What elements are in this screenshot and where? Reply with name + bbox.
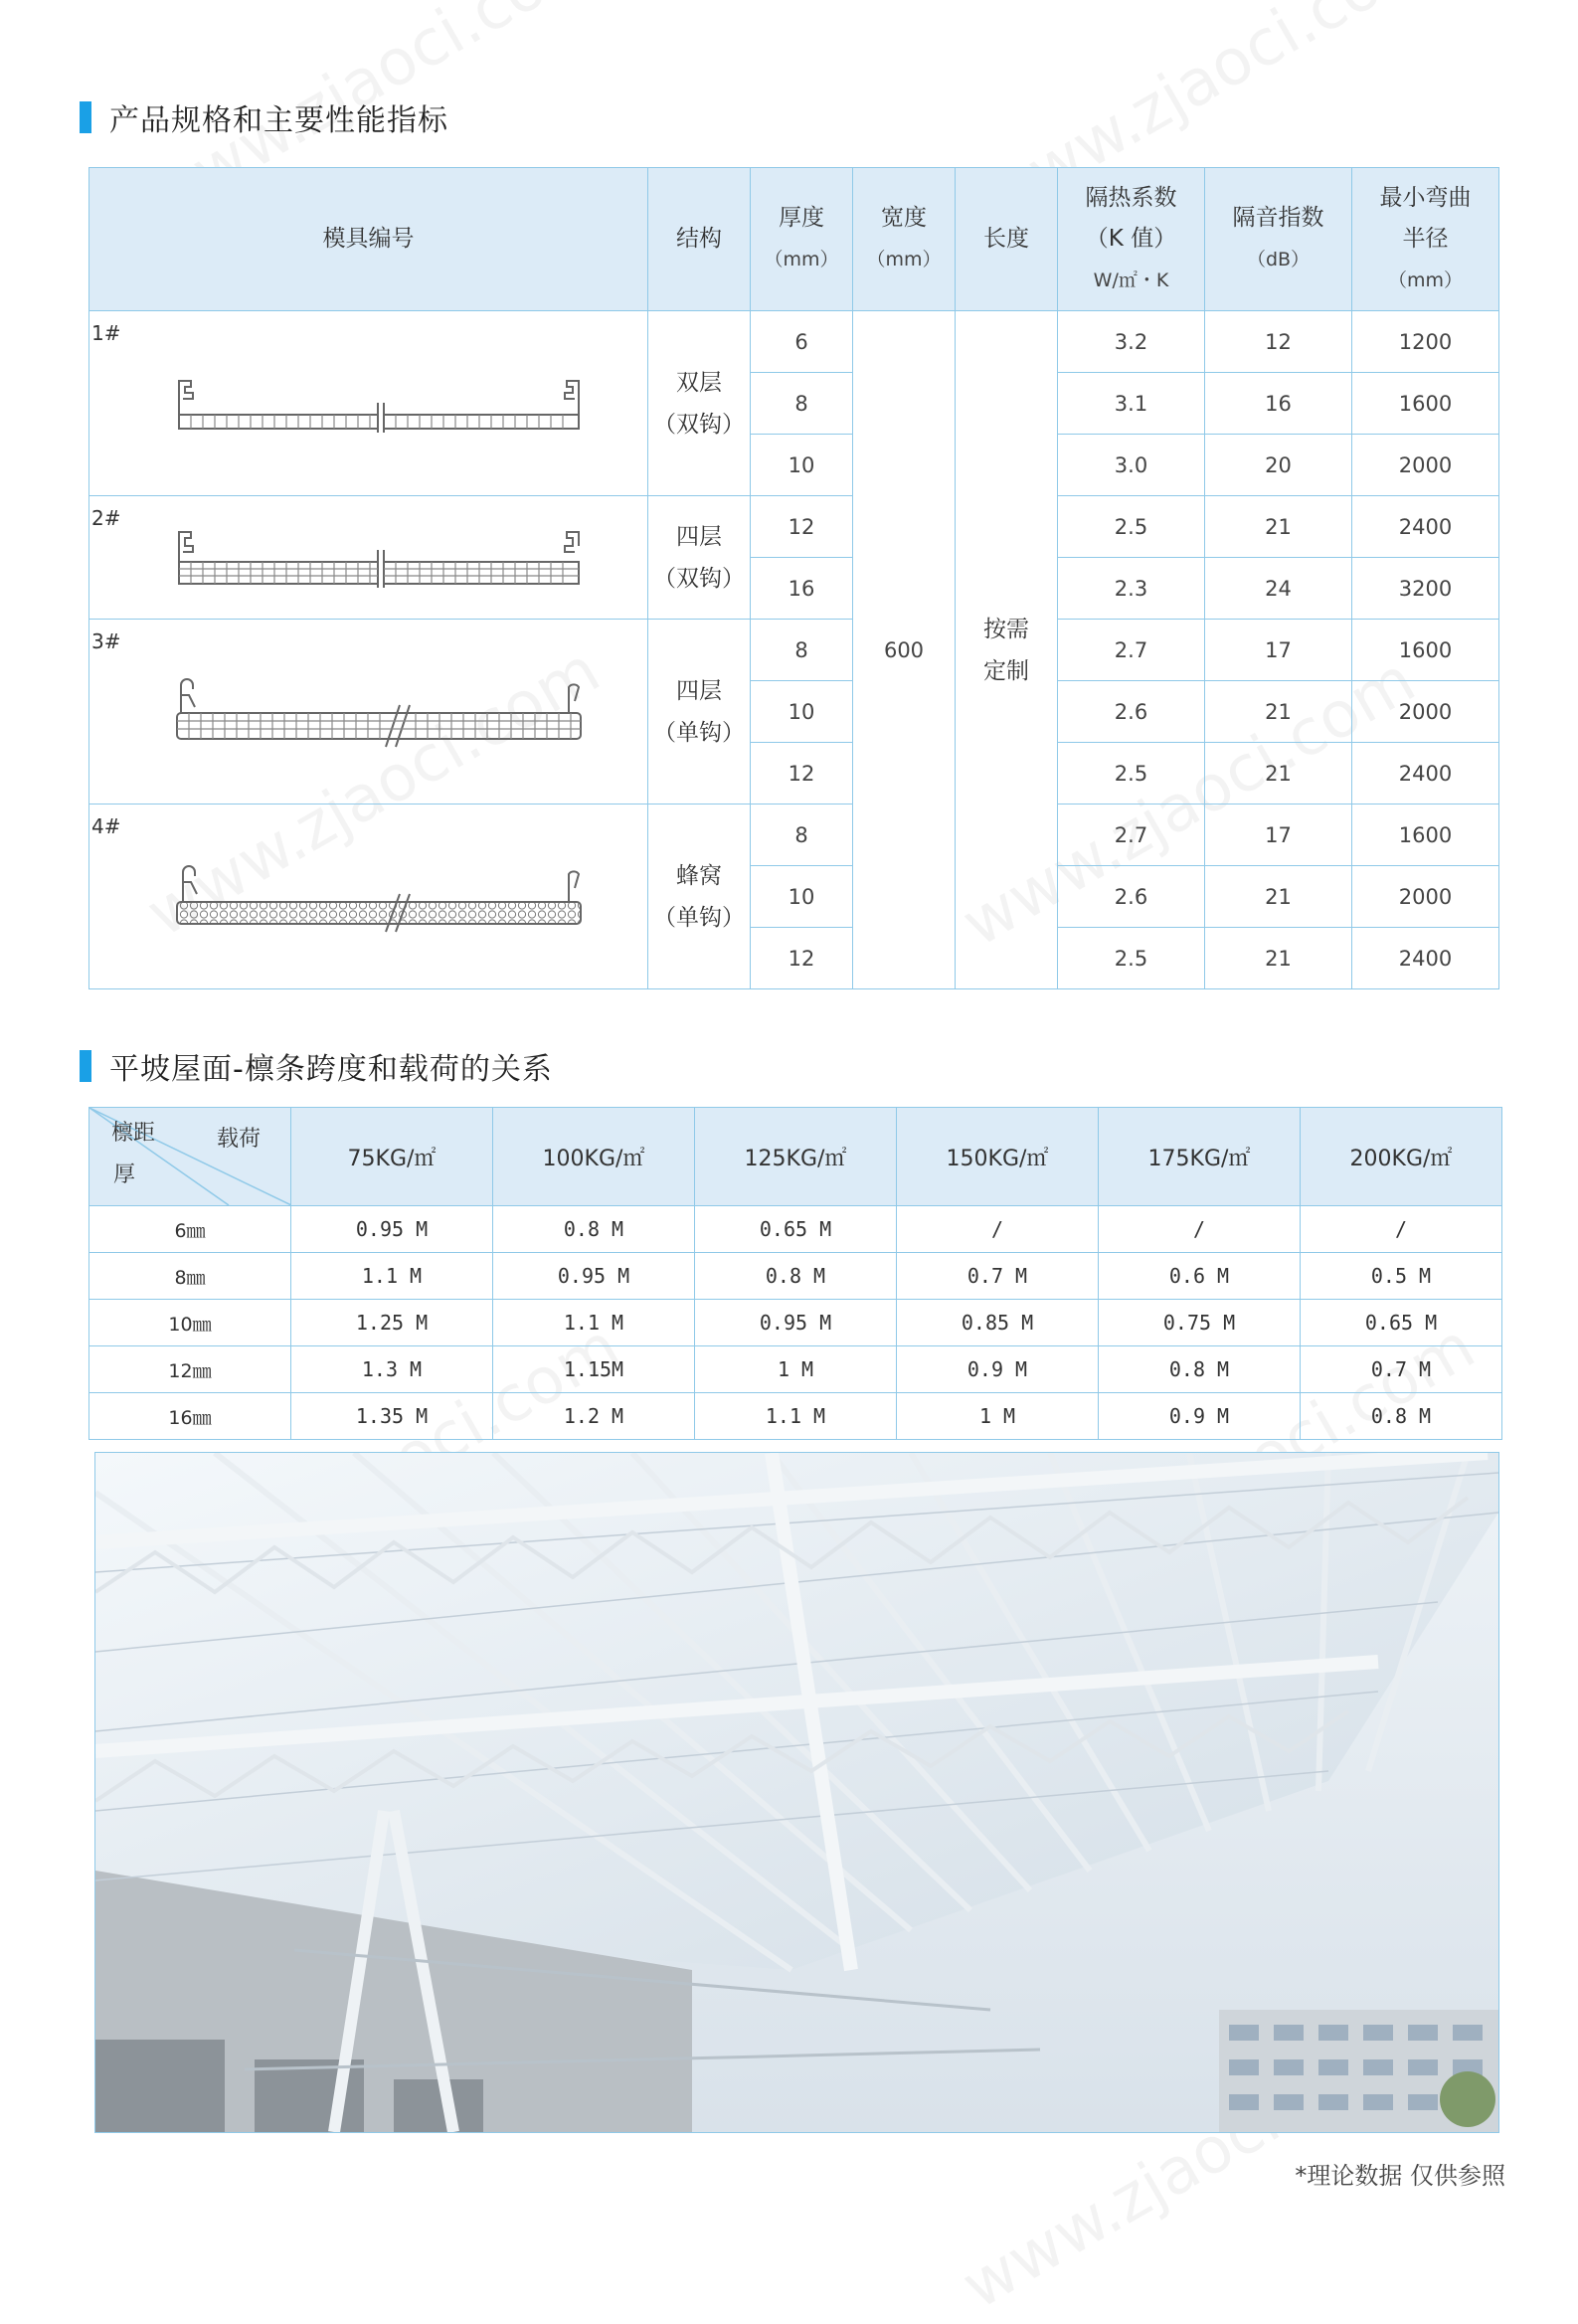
structure-cell: 双层 （双钩）: [648, 311, 751, 496]
section-marker: [80, 101, 91, 133]
section-title-text: 平坡屋面-檩条跨度和载荷的关系: [109, 1052, 553, 1087]
section-title-specs: [80, 97, 448, 137]
width-cell: 600: [853, 311, 956, 989]
span-cell: 1.2 M: [493, 1393, 695, 1440]
header-bend-radius: 最小弯曲 半径 （mm）: [1352, 168, 1499, 311]
span-cell: 0.8 M: [695, 1253, 897, 1300]
bend-radius-cell: 2000: [1352, 681, 1499, 743]
corner-label-load: 载荷: [216, 1127, 261, 1152]
section-marker: [80, 1050, 91, 1082]
thickness-cell: 16㎜: [89, 1393, 291, 1440]
thickness-cell: 16: [751, 558, 853, 620]
structure-cell: 蜂窝 （单钩）: [648, 804, 751, 989]
section-title-text: 产品规格和主要性能指标: [109, 103, 448, 138]
span-cell: 1 M: [695, 1346, 897, 1393]
model-cell: [89, 620, 648, 804]
span-cell: 0.9 M: [897, 1346, 1099, 1393]
bend-radius-cell: 2000: [1352, 435, 1499, 496]
span-cell: 0.7 M: [1301, 1346, 1502, 1393]
model-cell: [89, 804, 648, 989]
load-column-header: 100KG/㎡: [493, 1108, 695, 1206]
thickness-cell: 8㎜: [89, 1253, 291, 1300]
corner-label-thickness: 厚: [113, 1162, 136, 1187]
four-layer-single-hook-profile-icon: [169, 671, 587, 751]
sound-index-cell: 24: [1205, 558, 1352, 620]
sound-index-cell: 21: [1205, 743, 1352, 804]
span-cell: 0.8 M: [1301, 1393, 1502, 1440]
table-row: [89, 1253, 1502, 1300]
span-cell: 1.3 M: [291, 1346, 493, 1393]
k-value-cell: 2.5: [1058, 928, 1205, 989]
thickness-cell: 10: [751, 681, 853, 743]
table-row: [89, 1346, 1502, 1393]
thickness-cell: 12㎜: [89, 1346, 291, 1393]
header-model: 模具编号: [89, 168, 648, 311]
bend-radius-cell: 1600: [1352, 804, 1499, 866]
sound-index-cell: 16: [1205, 373, 1352, 435]
spec-header-row: [89, 168, 1499, 311]
span-cell: 0.9 M: [1099, 1393, 1301, 1440]
sound-index-cell: 17: [1205, 620, 1352, 681]
span-cell: 0.5 M: [1301, 1253, 1502, 1300]
span-cell: 0.85 M: [897, 1300, 1099, 1346]
load-header-row: [89, 1108, 1502, 1206]
section-title-load: [80, 1046, 553, 1086]
sound-index-cell: 21: [1205, 496, 1352, 558]
span-cell: 1.1 M: [493, 1300, 695, 1346]
thickness-cell: 6㎜: [89, 1206, 291, 1253]
header-width: 宽度 （mm）: [853, 168, 956, 311]
header-k-value: 隔热系数 （K 值） W/㎡・K: [1058, 168, 1205, 311]
span-cell: 1.15M: [493, 1346, 695, 1393]
table-row: [89, 496, 1499, 558]
model-number: 2#: [91, 506, 121, 530]
model-number: 3#: [91, 629, 121, 653]
table-row: [89, 804, 1499, 866]
load-table: [88, 1107, 1502, 1440]
span-cell: 0.95 M: [493, 1253, 695, 1300]
span-cell: 1.1 M: [695, 1393, 897, 1440]
bend-radius-cell: 2400: [1352, 496, 1499, 558]
span-cell: 0.65 M: [1301, 1300, 1502, 1346]
length-cell: 按需 定制: [956, 311, 1058, 989]
corner-label-span: 檩距: [111, 1121, 156, 1146]
span-cell: /: [1099, 1206, 1301, 1253]
double-layer-double-hook-profile-icon: [169, 373, 587, 437]
span-cell: 0.8 M: [1099, 1346, 1301, 1393]
span-cell: 0.95 M: [695, 1300, 897, 1346]
k-value-cell: 3.2: [1058, 311, 1205, 373]
span-cell: 0.75 M: [1099, 1300, 1301, 1346]
bend-radius-cell: 3200: [1352, 558, 1499, 620]
corner-header: [89, 1108, 291, 1206]
k-value-cell: 2.3: [1058, 558, 1205, 620]
spec-table: [88, 167, 1499, 989]
model-number: 4#: [91, 814, 121, 838]
model-number: 1#: [91, 321, 121, 345]
four-layer-double-hook-profile-icon: [169, 524, 587, 592]
span-cell: 0.65 M: [695, 1206, 897, 1253]
span-cell: 1.35 M: [291, 1393, 493, 1440]
span-cell: 1.25 M: [291, 1300, 493, 1346]
k-value-cell: 2.7: [1058, 804, 1205, 866]
bend-radius-cell: 2400: [1352, 743, 1499, 804]
thickness-cell: 10: [751, 866, 853, 928]
bend-radius-cell: 2400: [1352, 928, 1499, 989]
span-cell: 1.1 M: [291, 1253, 493, 1300]
model-cell: [89, 496, 648, 620]
structure-cell: 四层 （双钩）: [648, 496, 751, 620]
thickness-cell: 8: [751, 373, 853, 435]
sound-index-cell: 17: [1205, 804, 1352, 866]
sound-index-cell: 12: [1205, 311, 1352, 373]
table-row: [89, 1300, 1502, 1346]
k-value-cell: 3.1: [1058, 373, 1205, 435]
span-cell: 1 M: [897, 1393, 1099, 1440]
thickness-cell: 12: [751, 743, 853, 804]
span-cell: /: [1301, 1206, 1502, 1253]
k-value-cell: 2.7: [1058, 620, 1205, 681]
load-column-header: 125KG/㎡: [695, 1108, 897, 1206]
sound-index-cell: 21: [1205, 681, 1352, 743]
header-thickness: 厚度 （mm）: [751, 168, 853, 311]
header-structure: 结构: [648, 168, 751, 311]
load-column-header: 175KG/㎡: [1099, 1108, 1301, 1206]
thickness-cell: 10㎜: [89, 1300, 291, 1346]
model-cell: [89, 311, 648, 496]
load-column-header: 75KG/㎡: [291, 1108, 493, 1206]
sound-index-cell: 21: [1205, 928, 1352, 989]
table-row: [89, 311, 1499, 373]
k-value-cell: 3.0: [1058, 435, 1205, 496]
span-cell: 0.95 M: [291, 1206, 493, 1253]
header-sound-index: 隔音指数 （dB）: [1205, 168, 1352, 311]
header-length: 长度: [956, 168, 1058, 311]
k-value-cell: 2.5: [1058, 743, 1205, 804]
structure-cell: 四层 （单钩）: [648, 620, 751, 804]
bend-radius-cell: 1600: [1352, 620, 1499, 681]
k-value-cell: 2.5: [1058, 496, 1205, 558]
footnote: *理论数据 仅供参照: [1295, 2162, 1505, 2190]
thickness-cell: 8: [751, 620, 853, 681]
span-cell: 0.6 M: [1099, 1253, 1301, 1300]
thickness-cell: 6: [751, 311, 853, 373]
sound-index-cell: 21: [1205, 866, 1352, 928]
table-row: [89, 1393, 1502, 1440]
bend-radius-cell: 1200: [1352, 311, 1499, 373]
table-row: [89, 620, 1499, 681]
thickness-cell: 12: [751, 496, 853, 558]
load-column-header: 150KG/㎡: [897, 1108, 1099, 1206]
steel-truss-roof-photo: [94, 1452, 1499, 2133]
table-row: [89, 1206, 1502, 1253]
span-cell: /: [897, 1206, 1099, 1253]
k-value-cell: 2.6: [1058, 866, 1205, 928]
thickness-cell: 8: [751, 804, 853, 866]
bend-radius-cell: 1600: [1352, 373, 1499, 435]
load-column-header: 200KG/㎡: [1301, 1108, 1502, 1206]
honeycomb-single-hook-profile-icon: [169, 856, 587, 936]
bend-radius-cell: 2000: [1352, 866, 1499, 928]
sound-index-cell: 20: [1205, 435, 1352, 496]
k-value-cell: 2.6: [1058, 681, 1205, 743]
span-cell: 0.7 M: [897, 1253, 1099, 1300]
thickness-cell: 12: [751, 928, 853, 989]
thickness-cell: 10: [751, 435, 853, 496]
span-cell: 0.8 M: [493, 1206, 695, 1253]
